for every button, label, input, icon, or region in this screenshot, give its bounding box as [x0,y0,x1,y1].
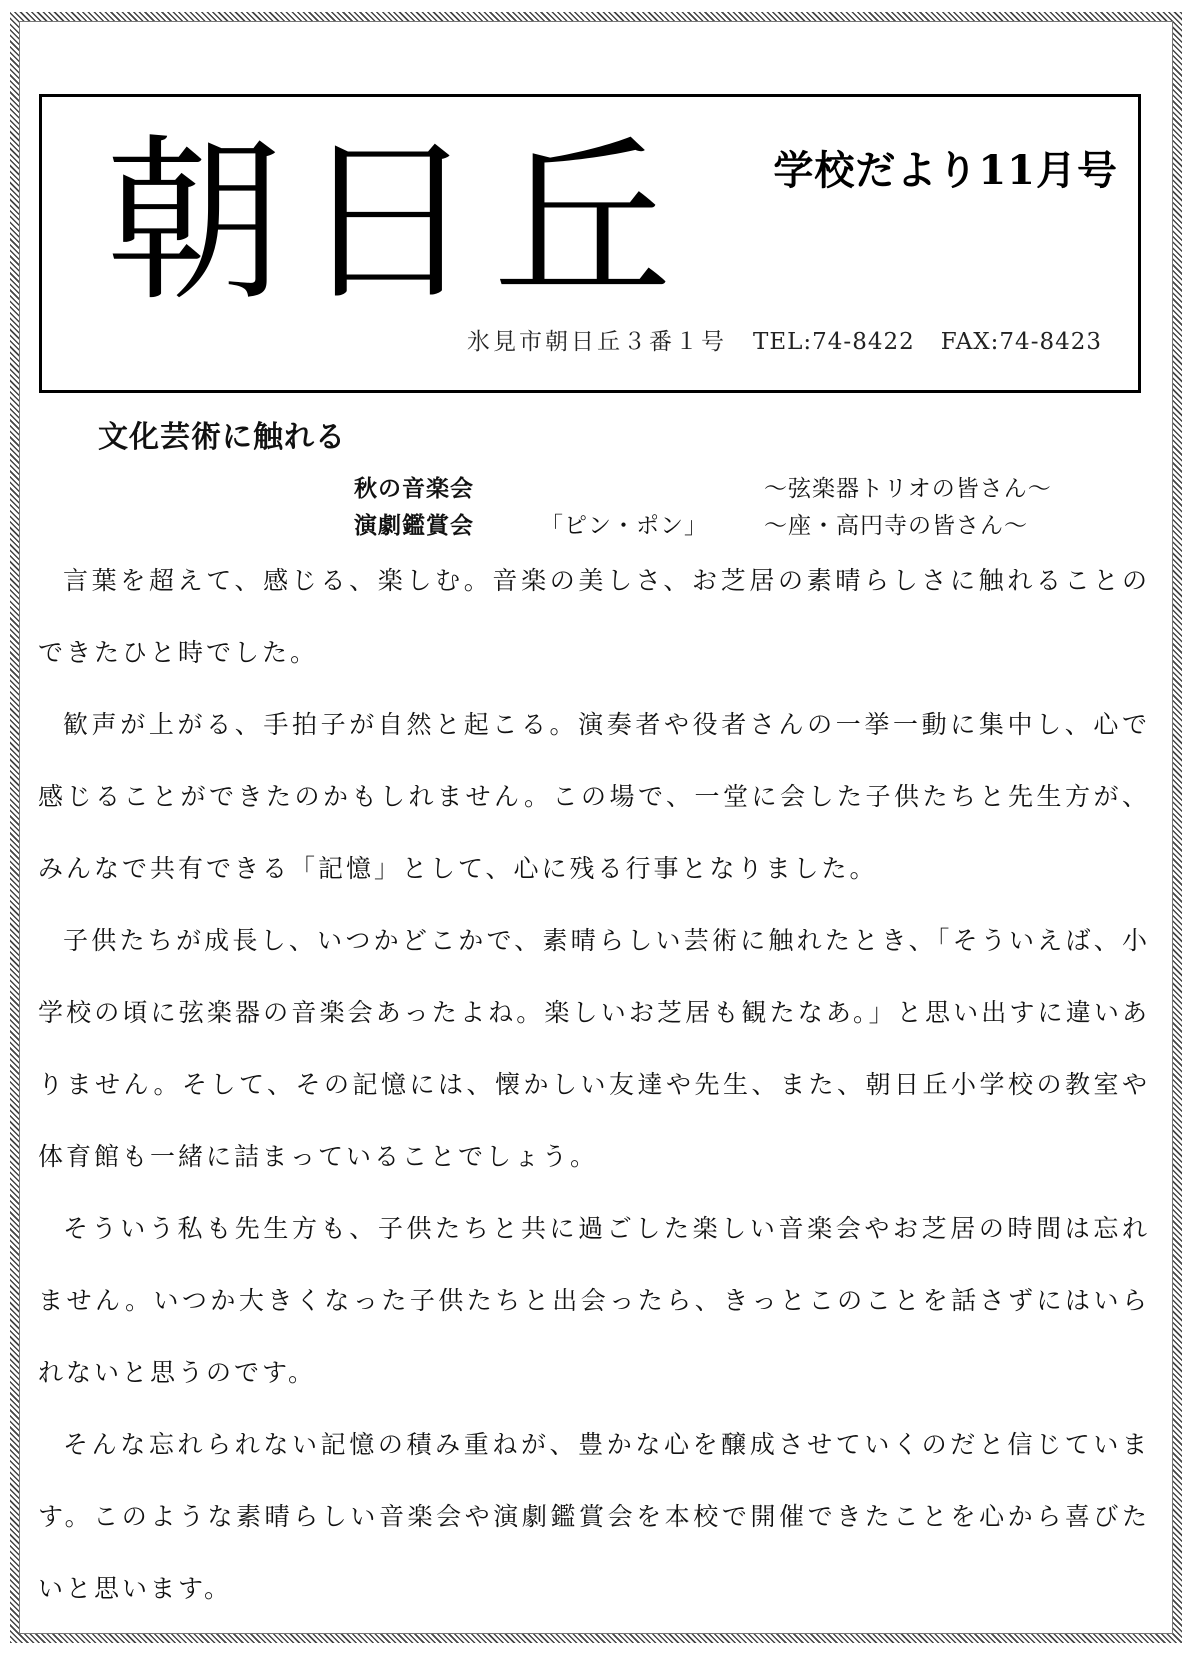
article-paragraph: 言葉を超えて、感じる、楽しむ。音楽の美しさ、お芝居の素晴らしさに触れることのできたひと時でした。 [38,566,1150,667]
event-title: 「ピン・ポン」 [540,513,708,539]
event-name: 秋の音楽会 [354,475,474,502]
article-paragraph: そんな忘れられない記憶の積み重ねが、豊かな心を醸成させていくのだと信じています。このような素晴らしい音楽会や演劇鑑賞会を本校で開催できたことを心から喜びたいと思います。 [38,1430,1150,1603]
contact-line [467,323,1102,356]
article-headline: 文化芸術に触れる [98,420,346,455]
event-performer: ～弦楽器トリオの皆さん～ [764,476,1052,502]
school-fax: FAX:74-8423 [940,329,1102,355]
school-tel: TEL:74-8422 [753,329,915,355]
masthead [39,94,1141,393]
article-paragraph: そういう私も先生方も、子供たちと共に過ごした楽しい音楽会やお芝居の時間は忘れません。いつか大きくなった子供たちと出会ったら、きっとこのことを話さずにはいられないと思うのです。 [38,1214,1150,1387]
issue-label: 学校だより11月号 [773,147,1118,194]
school-address: 氷見市朝日丘３番１号 [467,329,727,355]
article-paragraph: 歓声が上がる、手拍子が自然と起こる。演奏者や役者さんの一挙一動に集中し、心で感じることができたのかもしれません。この場で、一堂に会した子供たちと先生方が、みんなで共有できる「記憶」として、心に残る行事となりました。 [38,710,1150,883]
article-paragraph: 子供たちが成長し、いつかどこかで、素晴らしい芸術に触れたとき、「そういえば、小学校の頃に弦楽器の音楽会あったよね。楽しいお芝居も観たなあ。」と思い出すに違いありません。そして、その記憶には、懐かしい友達や先生、また、朝日丘小学校の教室や体育館も一緒に詰まっていることでしょう。 [38,926,1150,1171]
article-body [38,545,1150,1625]
event-performer: ～座・高円寺の皆さん～ [764,513,1028,539]
newsletter-title: 朝日丘 [105,118,687,325]
event-name: 演劇鑑賞会 [354,512,474,539]
